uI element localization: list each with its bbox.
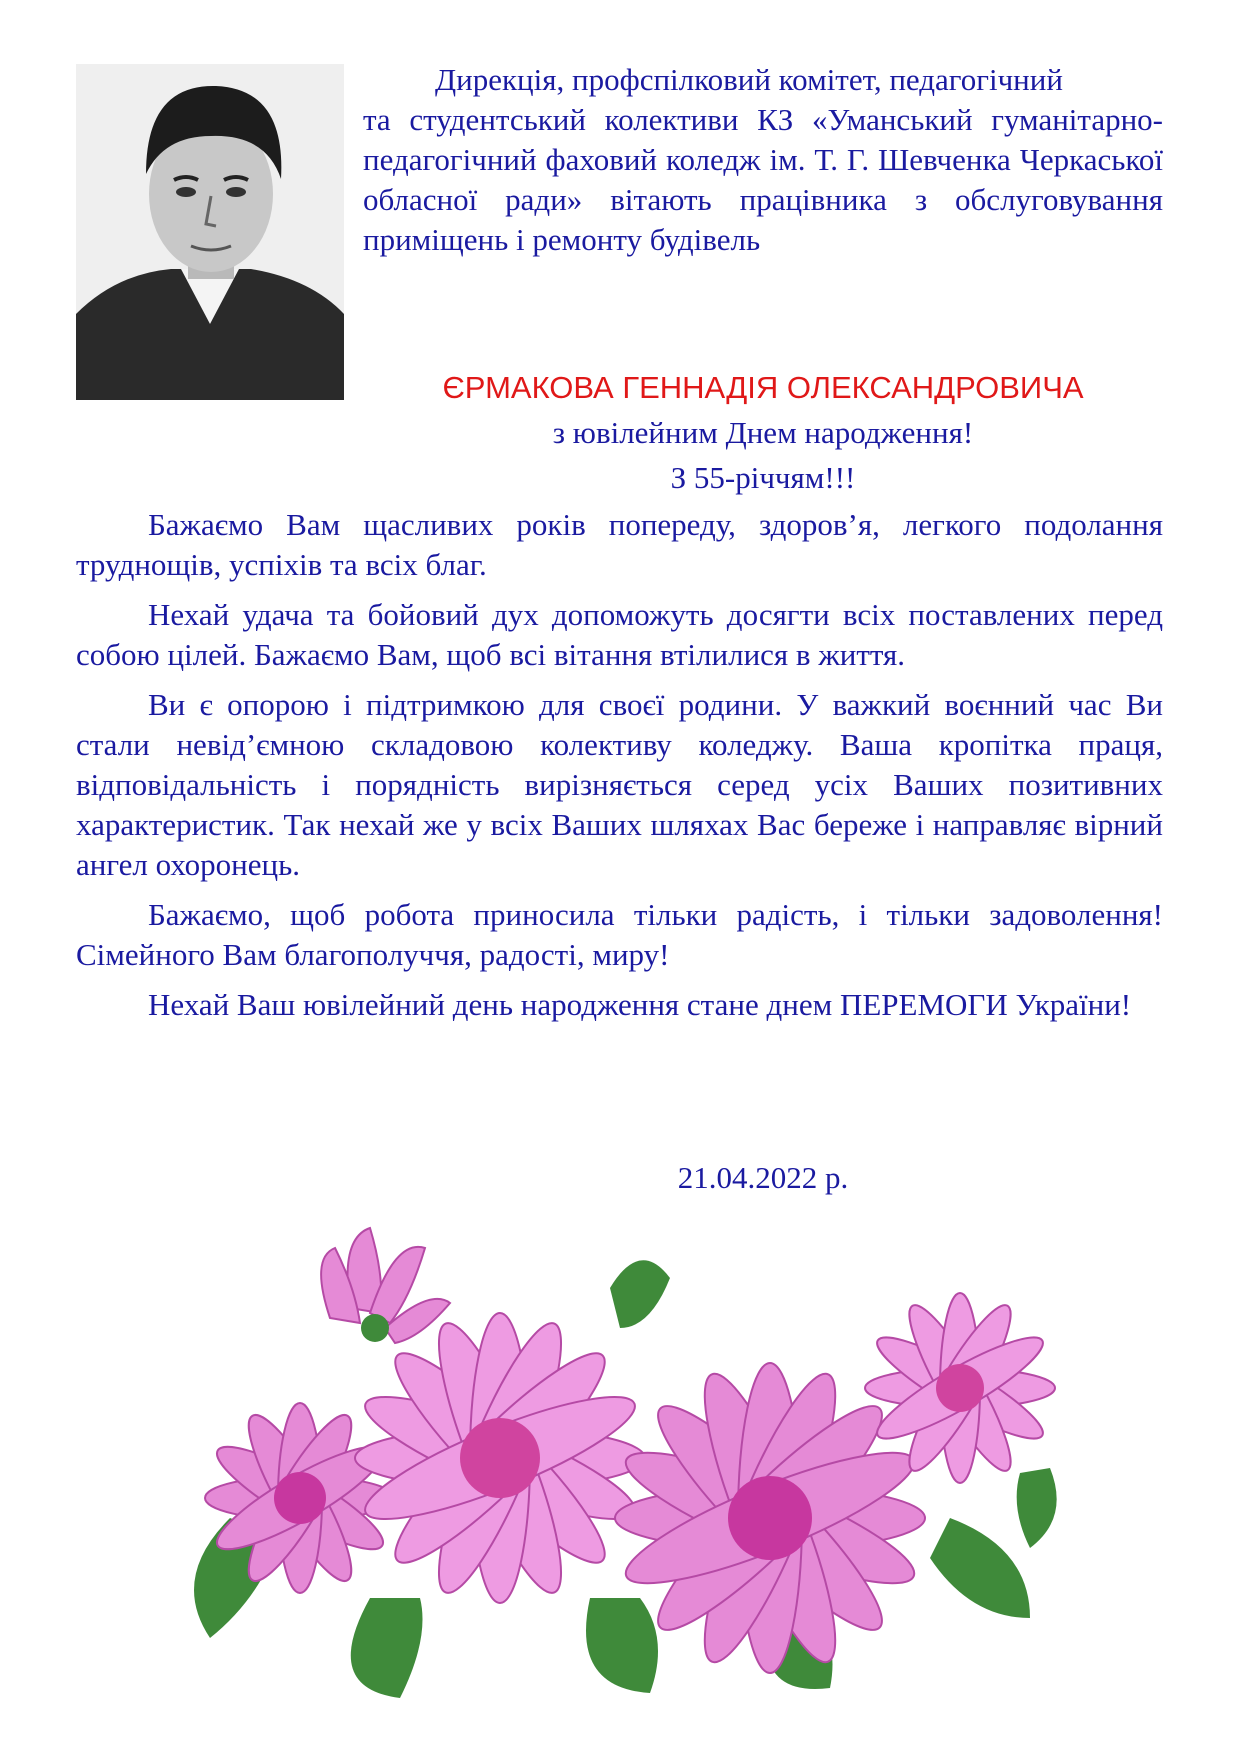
paragraph: Нехай удача та бойовий дух допоможуть досягти всіх поставлених перед собою цілей. Бажаємо Вам, щоб всі вітання втілилися в життя. — [76, 597, 1163, 672]
anniversary-line: З 55-річчям!!! — [670, 460, 856, 495]
intro-line-1: Дирекція, профспілковий комітет, педагогічний — [435, 62, 1063, 97]
date: 21.04.2022 р. — [677, 1160, 849, 1195]
intro-line-2: та студентський колективи КЗ «Уманський гуманітарно-педагогічний фаховий коледж ім. Т. Г. Шевченка Черкаської обласної ради» вітають працівника з обслуговування приміщень і ремонту будівель — [363, 102, 1163, 257]
paragraph: Бажаємо, щоб робота приносила тільки радість, і тільки задоволення! Сімейного Вам благополуччя, радості, миру! — [76, 897, 1163, 972]
intro-text — [363, 60, 1163, 260]
flowers-illustration — [170, 1218, 1070, 1708]
portrait-illustration — [76, 64, 344, 400]
chrysanthemum-bouquet — [170, 1218, 1070, 1708]
paragraph: Бажаємо Вам щасливих років попереду, здоров’я, легкого подолання труднощів, успіхів та всіх благ. — [76, 507, 1163, 582]
paragraph: Нехай Ваш ювілейний день народження стане днем ПЕРЕМОГИ України! — [148, 987, 1132, 1022]
honoree-name: ЄРМАКОВА ГЕННАДІЯ ОЛЕКСАНДРОВИЧА — [442, 370, 1084, 405]
paragraph: Ви є опорою і підтримкою для своєї родини. У важкий воєнний час Ви стали невід’ємною складовою колективу коледжу. Ваша кропітка праця, відповідальність і порядність вирізняється серед усіх Ваших позитивних характеристик. Так нехай же у всіх Ваших шляхах Вас береже і направляє вірний ангел охоронець. — [76, 687, 1163, 882]
birthday-greeting: з ювілейним Днем народження! — [552, 415, 974, 450]
wishes-body — [76, 505, 1163, 1035]
portrait-photo — [76, 64, 344, 400]
